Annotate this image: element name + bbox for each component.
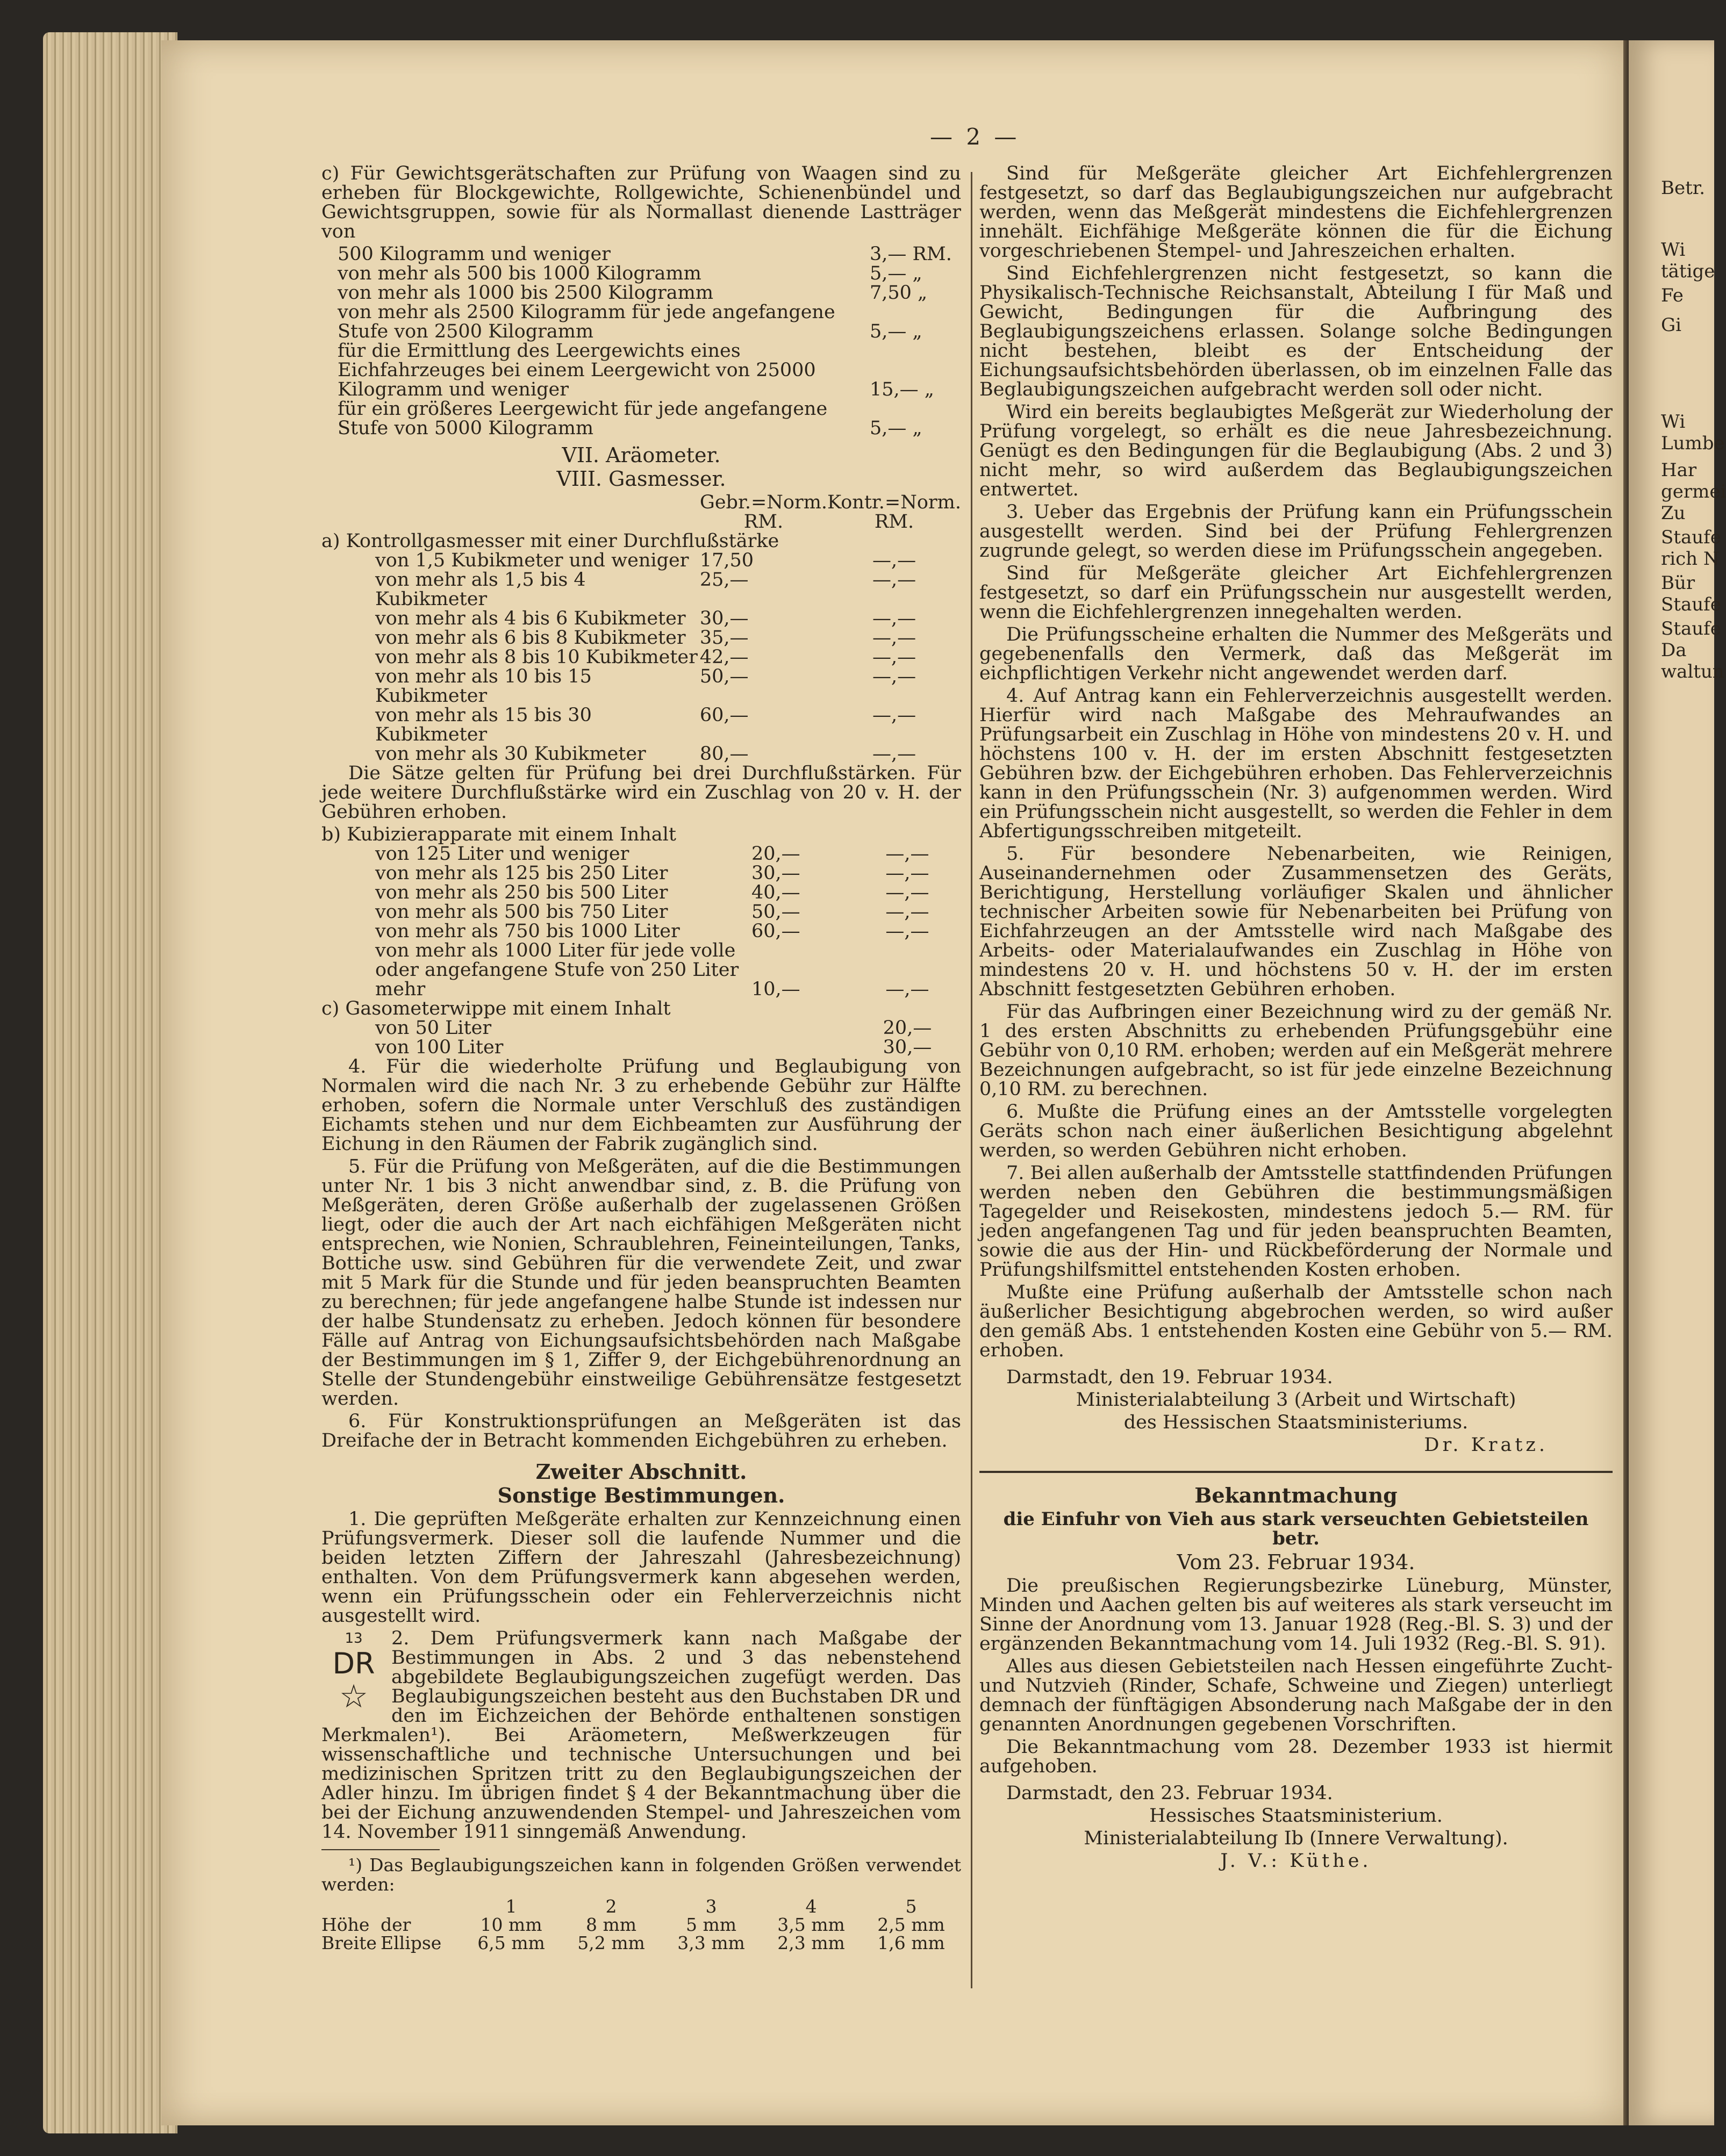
column-header: 3 (705, 1896, 717, 1917)
row-value (751, 1038, 854, 1057)
star-icon: ☆ (339, 1678, 368, 1715)
row-value: —,— (872, 743, 916, 765)
row-fee: 15,— „ (870, 379, 934, 400)
announcement-title: Bekanntmachung (1194, 1483, 1398, 1507)
group-label: c) Gasometerwippe mit einem Inhalt (321, 998, 671, 1019)
table-row (321, 245, 961, 264)
paragraph: 7. Bei allen außerhalb der Amtsstelle stattfindenden Prüfungen werden neben den Gebühren die bestimmungsmäßigen Tagegelder und Reisekosten, mindestens jedoch 5.— RM. für jeden angefangenen Tag und für jeden beanspruchten Beamten, sowie die aus der Hin- und Rückbeförderung der Normale und Prüfungshilfsmittel entstehenden Kosten erhoben. (979, 1162, 1613, 1281)
row-value: —,— (885, 843, 929, 865)
section-title: Zweiter Abschnitt. (535, 1460, 747, 1484)
next-page-text: Staufe (1661, 527, 1721, 548)
paragraph: Die preußischen Regierungsbezirke Lüneburg, Münster, Minden und Aachen gelten bis auf weiteres als stark verseucht im Sinne der Anordnung vom 13. Januar 1928 (Reg.-Bl. S. 3) und der ergänzenden Bekanntmachung vom 14. Juli 1932 (Reg.-Bl. S. 91). (979, 1575, 1613, 1655)
stamp-letters: DR (332, 1647, 375, 1680)
row-value: 60,— (699, 705, 749, 726)
group-label: b) Kubizierapparate mit einem Inhalt (321, 824, 676, 845)
table-row (321, 1916, 961, 1934)
authority-line: Ministerialabteilung 3 (Arbeit und Wirtschaft) (1076, 1389, 1516, 1411)
row-value: 50,— (751, 901, 800, 923)
date-line: Darmstadt, den 23. Februar 1934. (1006, 1783, 1333, 1804)
row-label: von mehr als 500 bis 1000 Kilogramm (338, 263, 701, 284)
row-label: von 100 Liter (375, 1037, 504, 1058)
gasmeter-note: Die Sätze gelten für Prüfung bei drei Durchflußstärken. Für jede weitere Durchflußstärke wird ein Zuschlag von 20 v. H. der Gebühren erhoben. (321, 763, 961, 823)
left-column (321, 164, 961, 1952)
table-row (321, 999, 961, 1018)
table-row (321, 531, 961, 551)
row-value: 80,— (699, 743, 749, 765)
row-value: 17,50 (699, 550, 754, 571)
column-header: 2 (605, 1896, 617, 1917)
table-row (321, 706, 961, 744)
row-value: —,— (872, 666, 916, 687)
announcement-subtitle: die Einfuhr von Vieh aus stark verseuchten Gebietsteilen betr. (1003, 1508, 1589, 1549)
next-page-text: Bür (1661, 572, 1695, 594)
section-subtitle: Sonstige Bestimmungen. (497, 1483, 785, 1507)
table-row (321, 648, 961, 667)
next-page-text: Zu (1661, 502, 1686, 524)
authority-line: Ministerialabteilung Ib (Innere Verwaltung). (1084, 1828, 1508, 1849)
cell: 6,5 mm (477, 1932, 545, 1953)
beglaubigungszeichen-stamp (321, 1629, 386, 1714)
next-page-text: rich N (1661, 548, 1720, 570)
footnote-divider (321, 1849, 440, 1850)
table-row (321, 922, 961, 941)
row-label: von mehr als 1000 bis 2500 Kilogramm (338, 282, 714, 304)
cell: 2,3 mm (777, 1932, 845, 1953)
row-value: 60,— (751, 921, 800, 942)
column-header: Kontr.=Norm. RM. (827, 492, 961, 533)
cell: 5,2 mm (577, 1932, 645, 1953)
paragraph: Sind Eichfehlergrenzen nicht festgesetzt, so kann die Physikalisch-Technische Reichsanstalt, Abteilung I für Maß und Gewicht, Bedingungen für die Aufbringung des Beglaubigungszeichens erlassen. Solange solche Bedingungen nicht bestehen, bleibt es der Entscheidung der Eichungsaufsichtsbehörden überlassen, ob im einzelnen Falle das Beglaubigungszeichen aufgebracht werden soll oder nicht. (979, 263, 1613, 400)
next-page-text: Betr. (1661, 177, 1706, 199)
paragraph: Sind für Meßgeräte gleicher Art Eichfehlergrenzen festgesetzt, so darf das Beglaubigungszeichen nur aufgebracht werden, wenn das Meßgerät mindestens die Eichfehlergrenzen innehält. Eichfähige Meßgeräte können die für die Eichung vorgeschriebenen Stempel- und Jahreszeichen erhalten. (979, 163, 1613, 262)
paragraph: Die Bekanntmachung vom 28. Dezember 1933 ist hiermit aufgehoben. (979, 1736, 1613, 1777)
next-page-text: Wi (1661, 411, 1686, 433)
next-page-text: Da (1661, 639, 1687, 661)
row-label: von mehr als 750 bis 1000 Liter (375, 921, 680, 942)
paragraph: Wird ein bereits beglaubigtes Meßgerät zur Wiederholung der Prüfung vorgelegt, so erhält es die neue Jahresbezeichnung. Genügt es den Bedingungen für die Beglaubigung (Abs. 2 und 3) nicht mehr, so wird außerdem das Beglaubigungszeichen entwertet. (979, 401, 1613, 500)
table-row (321, 941, 961, 999)
paragraph: Alles aus diesen Gebietsteilen nach Hessen eingeführte Zucht- und Nutzvieh (Rinder, Schafe, Schweine und Ziegen) unterliegt demnach der fünftägigen Absonderung nach Maßgabe der in den genannten Anordnungen gegebenen Vorschriften. (979, 1656, 1613, 1735)
row-value: —,— (885, 882, 929, 903)
row-label: von mehr als 8 bis 10 Kubikmeter (375, 646, 698, 668)
group-label: a) Kontrollgasmesser mit einer Durchflußstärke (321, 530, 779, 552)
row-value: 30,— (751, 863, 800, 884)
cell: 3,5 mm (777, 1914, 845, 1935)
section-paragraph-2: 2. Dem Prüfungsvermerk kann nach Maßgabe der Bestimmungen in Abs. 2 und 3 das nebenstehend abgebildete Beglaubigungszeichen zugefügt werden. Das Beglaubigungszeichen besteht aus den Buchstaben DR und den im Eichzeichen der Behörde enthaltenen sonstigen Merkmalen¹). Bei Aräometern, Meßwerkzeugen für wissenschaftliche und technische Untersuchungen und bei medizinischen Spritzen tritt zu den Beglaubigungszeichen der Adler hinzu. Im übrigen findet § 4 der Bekanntmachung über die bei der Eichung anzuwendenden Stempel- und Jahreszeichen vom 14. November 1911 sinngemäß Anwendung. (321, 1628, 961, 1843)
row-label: von mehr als 1,5 bis 4 Kubikmeter (375, 569, 586, 610)
paragraph: Die Prüfungsscheine erhalten die Nummer des Meßgeräts und gegebenenfalls den Vermerk, daß das Meßgerät im eichpflichtigen Verkehr nicht angewendet werden darf. (979, 624, 1613, 684)
row-label: von mehr als 10 bis 15 Kubikmeter (375, 666, 592, 707)
column-divider (971, 172, 972, 1988)
heading-araeometer: VII. Aräometer. (562, 443, 721, 467)
signature: J. V.: Küthe. (1220, 1850, 1372, 1872)
row-value: —,— (885, 901, 929, 923)
row-value: —,— (885, 863, 929, 884)
table-row (321, 1018, 961, 1038)
paragraph: 4. Auf Antrag kann ein Fehlerverzeichnis ausgestellt werden. Hierfür wird nach Maßgabe des Mehraufwandes an Prüfungsarbeit ein Zuschlag in Höhe von mindestens 20 v. H. und höchstens 100 v. H. der im ersten Abschnitt festgesetzten Gebühren bzw. der Eichgebühren erhoben. Das Fehlerverzeichnis kann in den Prüfungsschein (Nr. 3) aufgenommen werden. Wird ein Prüfungsschein nicht ausgestellt, so werden die Fehler in dem Abfertigungsschreiben mitgeteilt. (979, 685, 1613, 842)
row-value: 30,— (883, 1037, 932, 1058)
row-fee: 3,— RM. (870, 243, 952, 265)
paragraph-4: 4. Für die wiederholte Prüfung und Beglaubigung von Normalen wird die nach Nr. 3 zu erhebende Gebühr zur Hälfte erhoben, sofern die Normale unter Verschluß des zuständigen Eichamts stehen und nur dem Eichbeamten zur Ausführung der Eichung in den Räumen der Fabrik zugänglich sind. (321, 1056, 961, 1155)
next-page-text: Staufe (1661, 594, 1721, 615)
authority-line: Hessisches Staatsministerium. (1149, 1805, 1443, 1827)
table-row (321, 264, 961, 283)
next-page-text: Fe (1661, 285, 1684, 306)
column-header: 1 (505, 1896, 517, 1917)
row-value: 35,— (699, 627, 749, 649)
row-value: 10,— (751, 979, 800, 1000)
paragraph: 5. Für besondere Nebenarbeiten, wie Reinigen, Auseinandernehmen oder Zusammensetzen des Geräts, Berichtigung, Herstellung vorläufiger Skalen und ähnlicher technischer Arbeiten sowie für Nebenarbeiten bei Prüfung von Eichfahrzeugen an der Amtsstelle wird nach Maßgabe des Arbeits- oder Materialaufwandes ein Zuschlag in Höhe von mindestens 20 v. H. und höchstens 50 v. H. der im ersten Abschnitt festgesetzten Gebühren erhoben. (979, 843, 1613, 1000)
table-row (321, 399, 961, 438)
row-value: 20,— (883, 1017, 932, 1039)
row-value (751, 1018, 854, 1038)
cubic-fee-table (321, 825, 961, 1057)
paragraph: 6. Mußte die Prüfung eines an der Amtsstelle vorgelegten Geräts schon nach einer äußerlichen Besichtigung abgelehnt werden, so werden Gebühren nicht erhoben. (979, 1101, 1613, 1161)
cell: 3,3 mm (677, 1932, 745, 1953)
next-page-text: Lumbe (1661, 433, 1725, 454)
row-label: von mehr als 125 bis 250 Liter (375, 863, 668, 884)
row-fee: 7,50 „ (870, 282, 928, 304)
page-number: — 2 — (930, 124, 1020, 150)
paragraph-6: 6. Für Konstruktionsprüfungen an Meßgeräten ist das Dreifache der in Betracht kommenden Eichgebühren zu erheben. (321, 1411, 961, 1451)
row-label: für die Ermittlung des Leergewichts eines Eichfahrzeuges bei einem Leergewicht von 25000 Kilogramm und weniger (338, 340, 816, 400)
table-row (321, 744, 961, 764)
paragraph: 3. Ueber das Ergebnis der Prüfung kann ein Prüfungsschein ausgestellt werden. Sind bei der Prüfung Fehlergrenzen zugrunde gelegt, so werden diese im Prüfungsschein angegeben. (979, 501, 1613, 562)
sizes-table (321, 1898, 961, 1952)
row-label: von 125 Liter und weniger (375, 843, 629, 865)
stamp-number: 13 (345, 1630, 363, 1647)
cell: 1,6 mm (877, 1932, 945, 1953)
row-label: von mehr als 6 bis 8 Kubikmeter (375, 627, 686, 649)
weights-intro: c) Für Gewichtsgerätschaften zur Prüfung von Waagen sind zu erheben für Blockgewichte, Rollgewichte, Schienenbündel und Gewichtsgruppen, sowie für als Normallast dienende Lastträger von (321, 163, 961, 242)
row-fee: 5,— „ (870, 418, 922, 439)
authority-line: des Hessischen Staatsministeriums. (1123, 1412, 1469, 1433)
next-page-text: Staufe (1661, 618, 1721, 639)
paragraph: Sind für Meßgeräte gleicher Art Eichfehlergrenzen festgesetzt, so darf ein Prüfungsschein nur ausgestellt werden, wenn die Eichfehlergrenzen innegehalten werden. (979, 563, 1613, 623)
row-value: 20,— (751, 843, 800, 865)
date-line: Darmstadt, den 19. Februar 1934. (1006, 1367, 1333, 1388)
row-value: 25,— (699, 569, 749, 591)
table-row (321, 825, 961, 844)
row-value: —,— (872, 705, 916, 726)
row-value: 50,— (699, 666, 749, 687)
table-row (321, 570, 961, 609)
table-row (321, 667, 961, 706)
row-label: von 50 Liter (375, 1017, 492, 1039)
cell: 8 mm (585, 1914, 637, 1935)
row-label: Breite (321, 1932, 377, 1953)
row-label: von mehr als 250 bis 500 Liter (375, 882, 668, 903)
row-label: von mehr als 4 bis 6 Kubikmeter (375, 608, 686, 629)
right-column (979, 164, 1613, 1874)
table-header-row (321, 1898, 961, 1916)
weights-fee-table (321, 245, 961, 438)
cell: 2,5 mm (877, 1914, 945, 1935)
next-page-text: Har (1661, 459, 1697, 481)
table-row (321, 1038, 961, 1057)
paragraph: Für das Aufbringen einer Bezeichnung wird zu der gemäß Nr. 1 des ersten Abschnitts zu erhebenden Prüfungsgebühr eine Gebühr von 0,10 RM. erhoben; werden auf ein Meßgerät mehrere Bezeichnungen aufgebracht, so ist für jede einzelne Bezeichnung 0,10 RM. zu berechnen. (979, 1001, 1613, 1100)
next-page-text: Wi (1661, 239, 1686, 261)
next-page-edge (1629, 40, 1726, 2125)
announcement-date: Vom 23. Februar 1934. (1177, 1550, 1415, 1574)
next-page-text: germei (1661, 481, 1726, 502)
next-page-text: waltun (1661, 661, 1724, 682)
next-page-text: tätige (1661, 261, 1715, 282)
row-value: —,— (872, 550, 916, 571)
column-header: Gebr.=Norm. RM. (699, 492, 828, 533)
row-label: von mehr als 1000 Liter für jede volle oder angefangene Stufe von 250 Liter mehr (375, 940, 739, 1000)
table-row (321, 609, 961, 628)
row-value: 30,— (699, 608, 749, 629)
row-label: von mehr als 2500 Kilogramm für jede angefangene Stufe von 2500 Kilogramm (338, 301, 835, 342)
row-label: von mehr als 30 Kubikmeter (375, 743, 646, 765)
row-value: —,— (885, 979, 929, 1000)
row-value: —,— (872, 627, 916, 649)
row-label: von 1,5 Kubikmeter und weniger (375, 550, 689, 571)
table-header-row (321, 493, 961, 531)
table-row (321, 628, 961, 648)
table-row (321, 303, 961, 341)
row-label: Höhe (321, 1914, 370, 1935)
row-label: für ein größeres Leergewicht für jede angefangene Stufe von 5000 Kilogramm (338, 398, 828, 439)
row-value: —,— (872, 608, 916, 629)
row-label: 500 Kilogramm und weniger (338, 243, 611, 265)
page-edges (43, 32, 177, 2133)
cell: 10 mm (480, 1914, 542, 1935)
paragraph-5: 5. Für die Prüfung von Meßgeräten, auf die die Bestimmungen unter Nr. 1 bis 3 nicht anwendbar sind, z. B. die Prüfung von Meßgeräten, deren Größe außerhalb der zugelassenen Größen liegt, oder die auch der Art nach eichfähigen Meßgeräten nicht entsprechen, wie Nonien, Schraublehren, Feineinteilungen, Tanks, Bottiche usw. sind Gebühren für die verwendete Zeit, und zwar mit 5 Mark für die Stunde und für jeden beanspruchten Beamten zu berechnen; für jede angefangene halbe Stunde ist indessen nur der halbe Stundensatz zu erheben. Jedoch können für besondere Fälle auf Antrag von Eichungsaufsichtsbehörden nach Maßgabe der Bestimmungen im § 1, Ziffer 9, der Eichgebührenordnung an Stelle der Stundengebühr einstweilige Gebührensätze festgesetzt werden. (321, 1156, 961, 1410)
column-header: 5 (905, 1896, 917, 1917)
table-row (321, 283, 961, 303)
table-row (321, 902, 961, 922)
table-row (321, 551, 961, 570)
gasmeter-fee-table (321, 493, 961, 764)
row-value: —,— (872, 646, 916, 668)
signature: Dr. Kratz. (1424, 1434, 1548, 1456)
paragraph: Mußte eine Prüfung außerhalb der Amtsstelle schon nach äußerlicher Besichtigung abgebrochen werden, so wird außer den gemäß Abs. 1 entstehenden Kosten eine Gebühr von 5.— RM. erhoben. (979, 1282, 1613, 1361)
footnote: ¹) Das Beglaubigungszeichen kann in folgenden Größen verwendet werden: (321, 1855, 961, 1895)
table-row (321, 883, 961, 902)
row-value: —,— (872, 569, 916, 591)
column-header: 4 (805, 1896, 817, 1917)
row-label: von mehr als 500 bis 750 Liter (375, 901, 668, 923)
section-paragraph-1: 1. Die geprüften Meßgeräte erhalten zur Kennzeichnung einen Prüfungsvermerk. Dieser soll die laufende Nummer und die beiden letzten Ziffern der Jahreszahl (Jahresbezeichnung) enthalten. Von dem Prüfungsvermerk kann abgesehen werden, wenn ein Prüfungsschein oder ein Fehlerverzeichnis nicht ausgestellt wird. (321, 1508, 961, 1627)
table-row (321, 864, 961, 883)
row-label: der Ellipse (381, 1914, 442, 1953)
row-fee: 5,— „ (870, 321, 922, 342)
section-divider (979, 1471, 1613, 1473)
next-page-text: Gi (1661, 314, 1682, 336)
table-row (321, 341, 961, 399)
row-value: —,— (885, 921, 929, 942)
table-row (321, 844, 961, 864)
cell: 5 mm (685, 1914, 737, 1935)
row-label: von mehr als 15 bis 30 Kubikmeter (375, 705, 592, 745)
row-value: 42,— (699, 646, 749, 668)
row-value: 40,— (751, 882, 800, 903)
heading-gasmesser: VIII. Gasmesser. (556, 467, 726, 491)
row-fee: 5,— „ (870, 263, 922, 284)
